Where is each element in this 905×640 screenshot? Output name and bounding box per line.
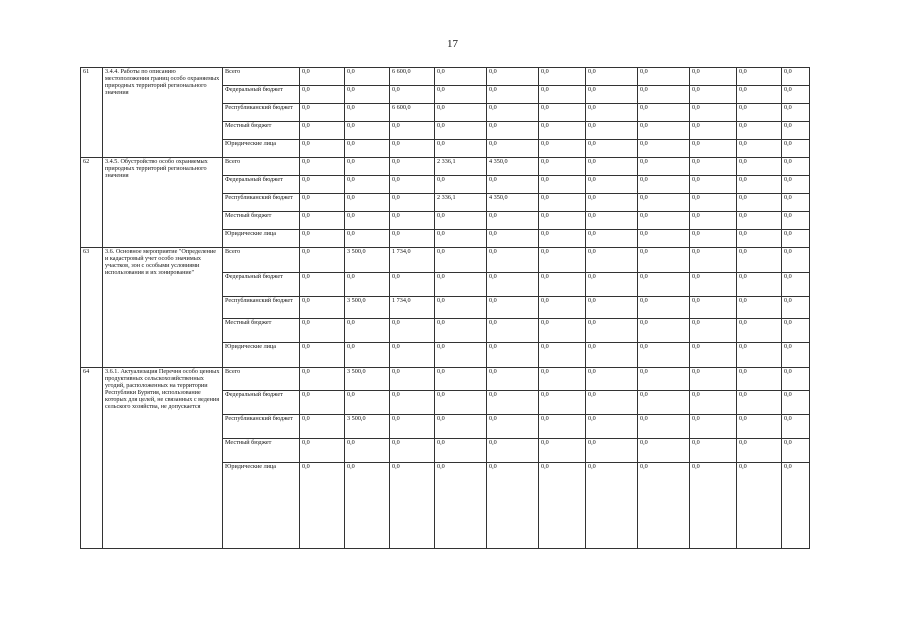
table-row (81, 158, 810, 176)
amount-cell: 0,0 (539, 319, 586, 343)
amount-cell: 0,0 (586, 230, 638, 248)
amount-cell: 0,0 (435, 415, 487, 439)
amount-cell: 0,0 (539, 415, 586, 439)
amount-cell: 0,0 (390, 212, 435, 230)
amount-cell: 0,0 (539, 68, 586, 86)
amount-cell: 0,0 (638, 176, 690, 194)
amount-cell: 0,0 (690, 368, 737, 391)
row-number: 62 (81, 158, 103, 248)
amount-cell: 0,0 (737, 391, 782, 415)
amount-cell: 0,0 (638, 343, 690, 368)
amount-cell: 0,0 (638, 273, 690, 297)
amount-cell: 0,0 (390, 415, 435, 439)
amount-cell: 0,0 (586, 319, 638, 343)
amount-cell: 0,0 (782, 463, 810, 549)
amount-cell: 0,0 (638, 368, 690, 391)
amount-cell: 0,0 (487, 68, 539, 86)
amount-cell: 0,0 (300, 194, 345, 212)
amount-cell: 0,0 (782, 273, 810, 297)
amount-cell: 0,0 (586, 176, 638, 194)
amount-cell: 0,0 (690, 122, 737, 140)
amount-cell: 0,0 (300, 212, 345, 230)
amount-cell: 0,0 (435, 68, 487, 86)
amount-cell: 0,0 (638, 439, 690, 463)
amount-cell: 0,0 (390, 176, 435, 194)
amount-cell: 0,0 (586, 104, 638, 122)
amount-cell: 0,0 (782, 194, 810, 212)
amount-cell: 0,0 (539, 297, 586, 319)
amount-cell: 0,0 (737, 194, 782, 212)
amount-cell: 0,0 (586, 212, 638, 230)
amount-cell: 0,0 (345, 176, 390, 194)
amount-cell: 0,0 (782, 104, 810, 122)
amount-cell: 1 734,0 (390, 297, 435, 319)
amount-cell: 0,0 (300, 439, 345, 463)
funding-source: Всего (223, 368, 300, 391)
amount-cell: 0,0 (300, 273, 345, 297)
amount-cell: 0,0 (737, 415, 782, 439)
amount-cell: 0,0 (782, 297, 810, 319)
amount-cell: 0,0 (435, 230, 487, 248)
amount-cell: 0,0 (435, 319, 487, 343)
amount-cell: 0,0 (586, 273, 638, 297)
funding-source: Юридические лица (223, 140, 300, 158)
amount-cell: 0,0 (345, 122, 390, 140)
amount-cell: 0,0 (638, 230, 690, 248)
amount-cell: 0,0 (690, 194, 737, 212)
amount-cell: 0,0 (300, 248, 345, 273)
amount-cell: 0,0 (690, 273, 737, 297)
amount-cell: 0,0 (638, 415, 690, 439)
amount-cell: 1 734,0 (390, 248, 435, 273)
amount-cell: 0,0 (487, 297, 539, 319)
amount-cell: 0,0 (737, 158, 782, 176)
amount-cell: 0,0 (390, 343, 435, 368)
amount-cell: 0,0 (435, 439, 487, 463)
amount-cell: 0,0 (586, 297, 638, 319)
amount-cell: 0,0 (586, 86, 638, 104)
amount-cell: 0,0 (487, 176, 539, 194)
amount-cell: 0,0 (638, 104, 690, 122)
amount-cell: 2 336,1 (435, 194, 487, 212)
amount-cell: 0,0 (586, 122, 638, 140)
amount-cell: 0,0 (435, 176, 487, 194)
amount-cell: 0,0 (690, 212, 737, 230)
amount-cell: 0,0 (390, 86, 435, 104)
amount-cell: 0,0 (539, 140, 586, 158)
amount-cell: 0,0 (586, 391, 638, 415)
amount-cell: 0,0 (638, 297, 690, 319)
amount-cell: 0,0 (737, 68, 782, 86)
amount-cell: 0,0 (487, 212, 539, 230)
row-number: 63 (81, 248, 103, 368)
amount-cell: 0,0 (345, 68, 390, 86)
amount-cell: 0,0 (487, 140, 539, 158)
amount-cell: 0,0 (690, 230, 737, 248)
amount-cell: 0,0 (638, 194, 690, 212)
amount-cell: 0,0 (435, 391, 487, 415)
amount-cell: 3 500,0 (345, 297, 390, 319)
amount-cell: 0,0 (487, 122, 539, 140)
amount-cell: 0,0 (539, 194, 586, 212)
amount-cell: 0,0 (586, 439, 638, 463)
amount-cell: 0,0 (435, 140, 487, 158)
amount-cell: 0,0 (487, 86, 539, 104)
amount-cell: 0,0 (690, 158, 737, 176)
amount-cell: 0,0 (487, 415, 539, 439)
amount-cell: 0,0 (586, 140, 638, 158)
amount-cell: 0,0 (737, 319, 782, 343)
amount-cell: 0,0 (539, 122, 586, 140)
amount-cell: 0,0 (390, 463, 435, 549)
amount-cell: 0,0 (539, 343, 586, 368)
amount-cell: 6 600,0 (390, 104, 435, 122)
amount-cell: 0,0 (638, 212, 690, 230)
amount-cell: 0,0 (737, 463, 782, 549)
amount-cell: 0,0 (782, 176, 810, 194)
amount-cell: 0,0 (782, 343, 810, 368)
amount-cell: 0,0 (300, 297, 345, 319)
funding-source: Республиканский бюджет (223, 194, 300, 212)
amount-cell: 2 336,1 (435, 158, 487, 176)
amount-cell: 0,0 (390, 140, 435, 158)
amount-cell: 0,0 (586, 158, 638, 176)
amount-cell: 0,0 (435, 297, 487, 319)
budget-table (80, 67, 810, 549)
amount-cell: 0,0 (586, 194, 638, 212)
amount-cell: 0,0 (737, 86, 782, 104)
amount-cell: 0,0 (345, 273, 390, 297)
amount-cell: 0,0 (737, 439, 782, 463)
amount-cell: 3 500,0 (345, 248, 390, 273)
amount-cell: 0,0 (539, 463, 586, 549)
activity-title: 3.6.1. Актуализация Перечня особо ценных продуктивных сельскохозяйственных угодий, расположенных на территории Республики Бурятия, использование которых для целей, не связанных с ведения сельского хозяйства, не допускается (103, 368, 223, 549)
amount-cell: 0,0 (690, 68, 737, 86)
amount-cell: 0,0 (737, 248, 782, 273)
amount-cell: 0,0 (539, 104, 586, 122)
amount-cell: 0,0 (345, 391, 390, 415)
amount-cell: 0,0 (586, 68, 638, 86)
funding-source: Федеральный бюджет (223, 176, 300, 194)
amount-cell: 0,0 (345, 140, 390, 158)
funding-source: Всего (223, 68, 300, 86)
amount-cell: 0,0 (737, 343, 782, 368)
amount-cell: 0,0 (782, 415, 810, 439)
row-number: 61 (81, 68, 103, 158)
amount-cell: 0,0 (690, 104, 737, 122)
amount-cell: 0,0 (539, 86, 586, 104)
amount-cell: 0,0 (737, 104, 782, 122)
amount-cell: 0,0 (690, 319, 737, 343)
table-body (81, 68, 810, 549)
amount-cell: 0,0 (487, 230, 539, 248)
amount-cell: 0,0 (435, 86, 487, 104)
amount-cell: 0,0 (737, 212, 782, 230)
amount-cell: 0,0 (435, 273, 487, 297)
activity-title: 3.4.5. Обустройство особо охраняемых природных территорий регионального значения (103, 158, 223, 248)
amount-cell: 0,0 (435, 463, 487, 549)
amount-cell: 0,0 (345, 463, 390, 549)
amount-cell: 0,0 (737, 273, 782, 297)
amount-cell: 0,0 (487, 439, 539, 463)
amount-cell: 0,0 (487, 248, 539, 273)
amount-cell: 0,0 (586, 343, 638, 368)
amount-cell: 0,0 (539, 391, 586, 415)
amount-cell: 0,0 (300, 463, 345, 549)
funding-source: Всего (223, 248, 300, 273)
amount-cell: 0,0 (487, 463, 539, 549)
amount-cell: 0,0 (586, 463, 638, 549)
amount-cell: 0,0 (539, 368, 586, 391)
amount-cell: 0,0 (487, 104, 539, 122)
amount-cell: 4 350,0 (487, 158, 539, 176)
funding-source: Местный бюджет (223, 319, 300, 343)
funding-source: Федеральный бюджет (223, 273, 300, 297)
amount-cell: 0,0 (539, 439, 586, 463)
amount-cell: 0,0 (435, 122, 487, 140)
amount-cell: 0,0 (690, 415, 737, 439)
row-number: 64 (81, 368, 103, 549)
amount-cell: 0,0 (782, 122, 810, 140)
funding-source: Местный бюджет (223, 122, 300, 140)
amount-cell: 0,0 (390, 158, 435, 176)
amount-cell: 0,0 (690, 391, 737, 415)
amount-cell: 0,0 (390, 319, 435, 343)
amount-cell: 0,0 (638, 319, 690, 343)
amount-cell: 0,0 (737, 230, 782, 248)
amount-cell: 0,0 (782, 86, 810, 104)
amount-cell: 0,0 (782, 391, 810, 415)
amount-cell: 0,0 (782, 158, 810, 176)
amount-cell: 0,0 (300, 68, 345, 86)
amount-cell: 0,0 (690, 176, 737, 194)
amount-cell: 0,0 (345, 343, 390, 368)
amount-cell: 0,0 (690, 343, 737, 368)
funding-source: Всего (223, 158, 300, 176)
amount-cell: 0,0 (390, 194, 435, 212)
amount-cell: 0,0 (300, 368, 345, 391)
amount-cell: 0,0 (345, 230, 390, 248)
amount-cell: 0,0 (300, 415, 345, 439)
activity-title: 3.6. Основное мероприятие "Определение и кадастровый учет особо значимых участков, зон с особыми условиями использования и их зонирование" (103, 248, 223, 368)
table-row (81, 68, 810, 86)
amount-cell: 0,0 (487, 368, 539, 391)
amount-cell: 4 350,0 (487, 194, 539, 212)
page-number: 17 (447, 38, 458, 50)
amount-cell: 6 600,0 (390, 68, 435, 86)
amount-cell: 0,0 (300, 122, 345, 140)
amount-cell: 0,0 (300, 104, 345, 122)
amount-cell: 0,0 (586, 415, 638, 439)
amount-cell: 0,0 (539, 248, 586, 273)
amount-cell: 0,0 (487, 273, 539, 297)
amount-cell: 0,0 (300, 86, 345, 104)
funding-source: Местный бюджет (223, 439, 300, 463)
amount-cell: 0,0 (390, 439, 435, 463)
amount-cell: 0,0 (300, 158, 345, 176)
amount-cell: 0,0 (539, 230, 586, 248)
funding-source: Республиканский бюджет (223, 297, 300, 319)
funding-source: Республиканский бюджет (223, 104, 300, 122)
amount-cell: 0,0 (638, 248, 690, 273)
amount-cell: 0,0 (539, 273, 586, 297)
amount-cell: 3 500,0 (345, 415, 390, 439)
amount-cell: 0,0 (435, 343, 487, 368)
amount-cell: 0,0 (345, 104, 390, 122)
funding-source: Юридические лица (223, 343, 300, 368)
amount-cell: 0,0 (737, 122, 782, 140)
amount-cell: 0,0 (345, 212, 390, 230)
amount-cell: 0,0 (638, 158, 690, 176)
amount-cell: 0,0 (638, 86, 690, 104)
amount-cell: 0,0 (345, 194, 390, 212)
amount-cell: 0,0 (300, 319, 345, 343)
amount-cell: 0,0 (782, 248, 810, 273)
amount-cell: 0,0 (435, 248, 487, 273)
amount-cell: 0,0 (435, 104, 487, 122)
amount-cell: 0,0 (782, 212, 810, 230)
amount-cell: 0,0 (435, 368, 487, 391)
amount-cell: 0,0 (487, 343, 539, 368)
amount-cell: 0,0 (539, 176, 586, 194)
amount-cell: 0,0 (390, 122, 435, 140)
amount-cell: 0,0 (690, 463, 737, 549)
amount-cell: 0,0 (300, 176, 345, 194)
amount-cell: 0,0 (737, 176, 782, 194)
amount-cell: 0,0 (487, 391, 539, 415)
amount-cell: 0,0 (690, 439, 737, 463)
funding-source: Местный бюджет (223, 212, 300, 230)
amount-cell: 0,0 (782, 68, 810, 86)
amount-cell: 0,0 (638, 140, 690, 158)
amount-cell: 0,0 (690, 86, 737, 104)
funding-source: Юридические лица (223, 463, 300, 549)
amount-cell: 0,0 (345, 439, 390, 463)
amount-cell: 0,0 (435, 212, 487, 230)
amount-cell: 0,0 (782, 230, 810, 248)
amount-cell: 0,0 (300, 343, 345, 368)
amount-cell: 0,0 (586, 368, 638, 391)
amount-cell: 0,0 (390, 368, 435, 391)
amount-cell: 0,0 (300, 230, 345, 248)
funding-source: Федеральный бюджет (223, 86, 300, 104)
amount-cell: 0,0 (638, 68, 690, 86)
amount-cell: 0,0 (737, 368, 782, 391)
amount-cell: 0,0 (390, 230, 435, 248)
amount-cell: 0,0 (345, 86, 390, 104)
amount-cell: 0,0 (690, 248, 737, 273)
activity-title: 3.4.4. Работы по описанию местоположения границ особо охраняемых природных территорий регионального значения (103, 68, 223, 158)
amount-cell: 0,0 (638, 122, 690, 140)
amount-cell: 3 500,0 (345, 368, 390, 391)
amount-cell: 0,0 (300, 391, 345, 415)
amount-cell: 0,0 (390, 273, 435, 297)
amount-cell: 0,0 (300, 140, 345, 158)
amount-cell: 0,0 (782, 368, 810, 391)
table-row (81, 368, 810, 391)
amount-cell: 0,0 (737, 297, 782, 319)
funding-source: Республиканский бюджет (223, 415, 300, 439)
table-row (81, 248, 810, 273)
amount-cell: 0,0 (487, 319, 539, 343)
amount-cell: 0,0 (390, 391, 435, 415)
amount-cell: 0,0 (737, 140, 782, 158)
amount-cell: 0,0 (539, 212, 586, 230)
funding-source: Юридические лица (223, 230, 300, 248)
amount-cell: 0,0 (638, 391, 690, 415)
funding-source: Федеральный бюджет (223, 391, 300, 415)
amount-cell: 0,0 (638, 463, 690, 549)
amount-cell: 0,0 (690, 297, 737, 319)
amount-cell: 0,0 (782, 439, 810, 463)
amount-cell: 0,0 (539, 158, 586, 176)
amount-cell: 0,0 (782, 319, 810, 343)
amount-cell: 0,0 (345, 158, 390, 176)
amount-cell: 0,0 (782, 140, 810, 158)
amount-cell: 0,0 (690, 140, 737, 158)
amount-cell: 0,0 (345, 319, 390, 343)
amount-cell: 0,0 (586, 248, 638, 273)
